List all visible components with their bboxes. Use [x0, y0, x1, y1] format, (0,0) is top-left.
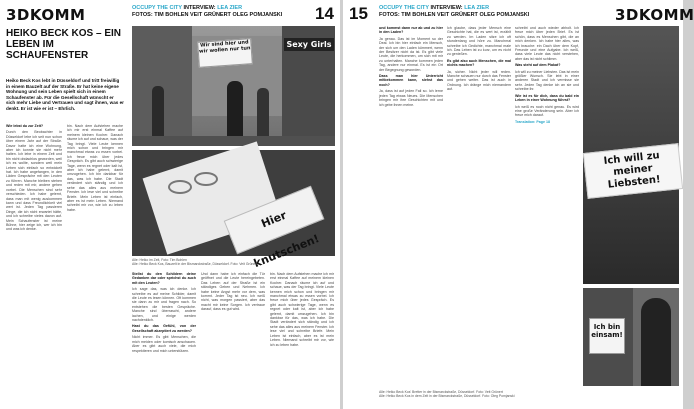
- interview-label: INTERVIEW:: [183, 5, 216, 11]
- interview-answer: Ja, sicher. Nicht jeder will reden. Manche schauen nur durch das Fenster und gehen weiter. Das ist auch in Ordnung. Ich dränge mich niemandem auf.: [447, 69, 511, 92]
- interview-answer: Ich glaube, dass jeder Mensch eine Geschichte hat, die es wert ist, erzählt zu werden. Im Laden sitze ich oft stundenlang und höre zu. Manchmal schreibe ich Gedichte, manchmal male ich. Das Leben ist zu kurz, um es nicht zu genießen.: [447, 26, 511, 57]
- photos-label: FOTOS:: [132, 12, 153, 18]
- article-credits: [379, 5, 529, 19]
- interview-answer: Ich sage das, was ich denke. Ich schreibe es auf meine Schilder, damit die Leute es lesen können. Oft kommen sie dann zu mir und fragen nach. So entstehen die besten Gespräche. Manche sind überrascht, andere lachen, und einige werden nachdenklich.: [132, 287, 196, 323]
- interview-question: Stellst du den Schildern deine Gedanken dar oder sprichst du auch mit den Leuten?: [132, 272, 196, 285]
- interview-answer: bin. Nach dem Aufstehen mache ich mir erst einmal Kaffee auf meinem kleinen Kocher. Danach räume ich auf und schaue, was der Tag bringt. Viele Leute kennen mich schon und bringen mir manchmal etwas zu essen vorbei. Ich freue mich über jedes Gespräch. Es gibt auch schwierige Tage, wenn es regnet oder kalt ist, aber ich habe gelernt, damit umzugehen. Ich bin dankbar für das, was ich habe. Die Stadt verändert sich ständig und ich sehe das alles aus meinem Fenster. Ich lese viel und schreibe Briefe. Mein Leben ist einfach, aber es ist mein Leben. Niemand schreibt mir vor, wie ich zu leben habe.: [270, 272, 334, 347]
- interview-question: Wie lebst du zur Zeit?: [6, 124, 44, 128]
- text-column-3: [515, 26, 579, 404]
- photo1-caption: Alle: Heiko im Zelt, Foto: Tim Bohlen: [132, 258, 187, 262]
- page-number: 14: [315, 4, 334, 23]
- text-column-2: [67, 124, 123, 404]
- liebsten-sign: Ich will zu meiner Liebsten!: [583, 143, 683, 199]
- photo2-caption: Alle: Heiko Beck Kos in dem Zelt in der Bismarckstraße, Düsseldorf. Foto: Oleg Pomjanski: [379, 394, 515, 398]
- interview-question: Hast du das Gefühl, von der Gesellschaft akzeptiert zu werden?: [132, 324, 196, 333]
- liebsten-sign-photo: [583, 26, 679, 284]
- interview-name: LEA ZIER: [217, 5, 243, 11]
- text-column-1: [379, 26, 443, 404]
- street-scene-photo: [132, 26, 335, 146]
- photo1-caption: Alle: Heiko Beck Kos' Bretter in der Bismarckstraße, Düsseldorf. Foto: Veit Grünert: [379, 390, 503, 394]
- interview-question: und kommst dann nur ab und zu hier in den Laden?: [379, 26, 443, 35]
- pedestrian-figure: [152, 86, 164, 136]
- interview-answer: Ja, dass ist auf jeden Fall so. Ich lerne jeden Tag etwas Neues. Die Menschen bringen mir ihre Geschichten mit und ich gebe ihnen meine.: [379, 89, 443, 107]
- interview-answer: bin. Nach dem Aufstehen mache ich mir erst einmal Kaffee auf meinem kleinen Kocher. Danach räume ich auf und schaue, was der Tag bringt. Viele Leute kennen mich schon und bringen mir manchmal etwas zu essen vorbei. Ich freue mich über jedes Gespräch. Es gibt auch schwierige Tage, wenn es regnet oder kalt ist, aber ich habe gelernt, damit umzugehen. Ich bin dankbar für das, was ich habe. Die Stadt verändert sich ständig und ich sehe das alles aus meinem Fenster. Ich lese viel und schreibe Briefe. Mein Leben ist einfach, aber es ist mein Leben. Niemand schreibt mir vor, wie ich zu leben habe.: [67, 124, 123, 212]
- photos-names: TIM BOHLEN VEIT GRÜNERT OLEG POMJANSKI: [154, 12, 283, 18]
- translation-note: Translation: Page 18: [515, 119, 550, 124]
- article-credits: [132, 5, 282, 19]
- left-page: [0, 0, 340, 409]
- section-label: OCCUPY THE CITY: [132, 5, 182, 11]
- article-headline: HEIKO BECK KOS – EIN LEBEN IM SCHAUFENSTER: [6, 28, 122, 61]
- right-page: [343, 0, 694, 409]
- photo-caption: [132, 258, 335, 266]
- interview-answer: Durch den Beobachter in Düsseldorf lebe ich seit nun schon über einem Jahr auf der Straße. Davor hatte ich eine Wohnung, aber ich konnte sie nicht mehr halten. Ich lebe in einem Zelt und bin nicht obdachlos geworden, weil ich es wollte, sondern weil mein Leben sich einfach so entwickelt hat. Ich habe angefangen, in den Läden Gespräche mit den Leuten zu führen. Manche bleiben stehen und reden mit mir, andere gehen vorbei. Die Menschen sind sehr verschieden. Ich habe gelernt, dass man mit wenig auskommen kann und dass Freundlichkeit viel wert ist. Jeden Tag passieren Dinge, die ich nicht erwartet hätte, und ich schreibe vieles davon auf. Mein Schaufenster ist meine Bühne, hier zeige ich, wer ich bin und was ich denke.: [6, 130, 62, 232]
- interview-answer: schreibt und auch wieder abholt. Ich freue mich über jeden Brief. Es ist schön, dass es Menschen gibt, die an mich denken. Ich habe hier alles, was ich brauche: ein Dach über dem Kopf, Freunde und eine Aufgabe. Ich weiß, dass viele Leute das nicht verstehen, aber das ist nicht schlimm.: [515, 26, 579, 61]
- knutschen-sign: Hier knutschen!: [224, 186, 325, 255]
- text-column-3: [132, 272, 196, 404]
- wall-sign: Wir sind hier und wir wollen nur tun: [197, 38, 253, 68]
- article-lead: Heiko Beck Kos lebt in Düsseldorf und tritt freiwillig in einem Bauzelt auf der Straße. Er hat keine eigene Wohnung und sein Leben spielt sich in einem Schaufenster ab. Für die Gesellschaft wünscht er sich mehr Liebe und Vertrauen und sagt ihnen, was er denkt. Er ist wie er ist – Ehrlich.: [6, 78, 124, 111]
- interview-answer: Ich weiß es noch nicht genau. Es wird eine große Veränderung sein. Aber ich freue mich darauf.: [515, 104, 579, 118]
- interview-name: LEA ZIER: [464, 5, 490, 11]
- interview-question: Wie ist es für dich, dass du bald ein Leben in einer Wohnung führst?: [515, 93, 579, 103]
- text-column-1: [6, 124, 62, 404]
- einsam-sign: Ich bin einsam!: [589, 318, 625, 354]
- text-column-4: [201, 272, 265, 404]
- einsam-sign-photo: [583, 288, 679, 386]
- section-label: OCCUPY THE CITY: [379, 5, 429, 11]
- interview-answer: Und dann habe ich einfach die Tür geöffnet und die Leute hereingebeten. Das Leben auf der Straße ist ein ständiges Geben und Nehmen. Ich habe keine Angst mehr vor dem, was kommt. Jeder Tag ist neu. Ich weiß nicht, was morgen passiert, aber das macht mir keine Sorgen. Ich vertraue darauf, dass es gut wird.: [201, 272, 265, 312]
- text-column-2: [447, 26, 511, 404]
- page-number: 15: [349, 4, 368, 23]
- pedestrian-figure: [227, 81, 243, 141]
- masthead: 3DKOMM: [6, 6, 86, 24]
- interview-answer: Nicht immer. Es gibt Menschen, die mich meiden oder komisch anschauen. Aber es gibt auch viele, die mich respektieren und mich unterstützen.: [132, 335, 196, 353]
- masthead: 3DKOMM: [615, 6, 694, 24]
- photo2-caption: Alle: Heiko Beck Kos, Bauzelt in der Bismarckstraße, Düsseldorf. Foto: Veit Grünert: [132, 262, 258, 266]
- shop-sign: Sexy Girls: [284, 38, 334, 51]
- text-column-5: [270, 272, 334, 404]
- person-figure: [641, 298, 671, 386]
- interview-question: Es gibt also auch Menschen, die mal nichts machen?: [447, 58, 511, 68]
- interview-answer: Ich will zu meiner Liebsten. Das ist mein größter Wunsch. Sie lebt in einer anderen Stadt und ich vermisse sie sehr. Jeden Tag denke ich an sie und schreibe ihr.: [515, 69, 579, 92]
- interview-question: Dass man hier Unterricht mitbekommen kann, siehst das noch?: [379, 74, 443, 87]
- pedestrian-figure: [257, 88, 269, 140]
- interview-label: INTERVIEW:: [430, 5, 463, 11]
- photo-caption: [379, 390, 679, 398]
- interview-question: Was steht auf dem Plakat?: [515, 63, 561, 68]
- photos-names: TIM BOHLEN VEIT GRÜNERT OLEG POMJANSKI: [401, 12, 530, 18]
- interview-answer: Ja genau. Das ist im Moment so der Deal. Ich bin hier einfach ein Mensch, der sich um den Laden kümmert, wenn der Besitzer nicht da ist. Es gibt viele Leute, die herkommen, um sich mit mir zu unterhalten. Manche kommen jeden Tag, andere nur einmal. Es ist ein Ort der Begegnung geworden.: [379, 36, 443, 72]
- photos-label: FOTOS:: [379, 12, 400, 18]
